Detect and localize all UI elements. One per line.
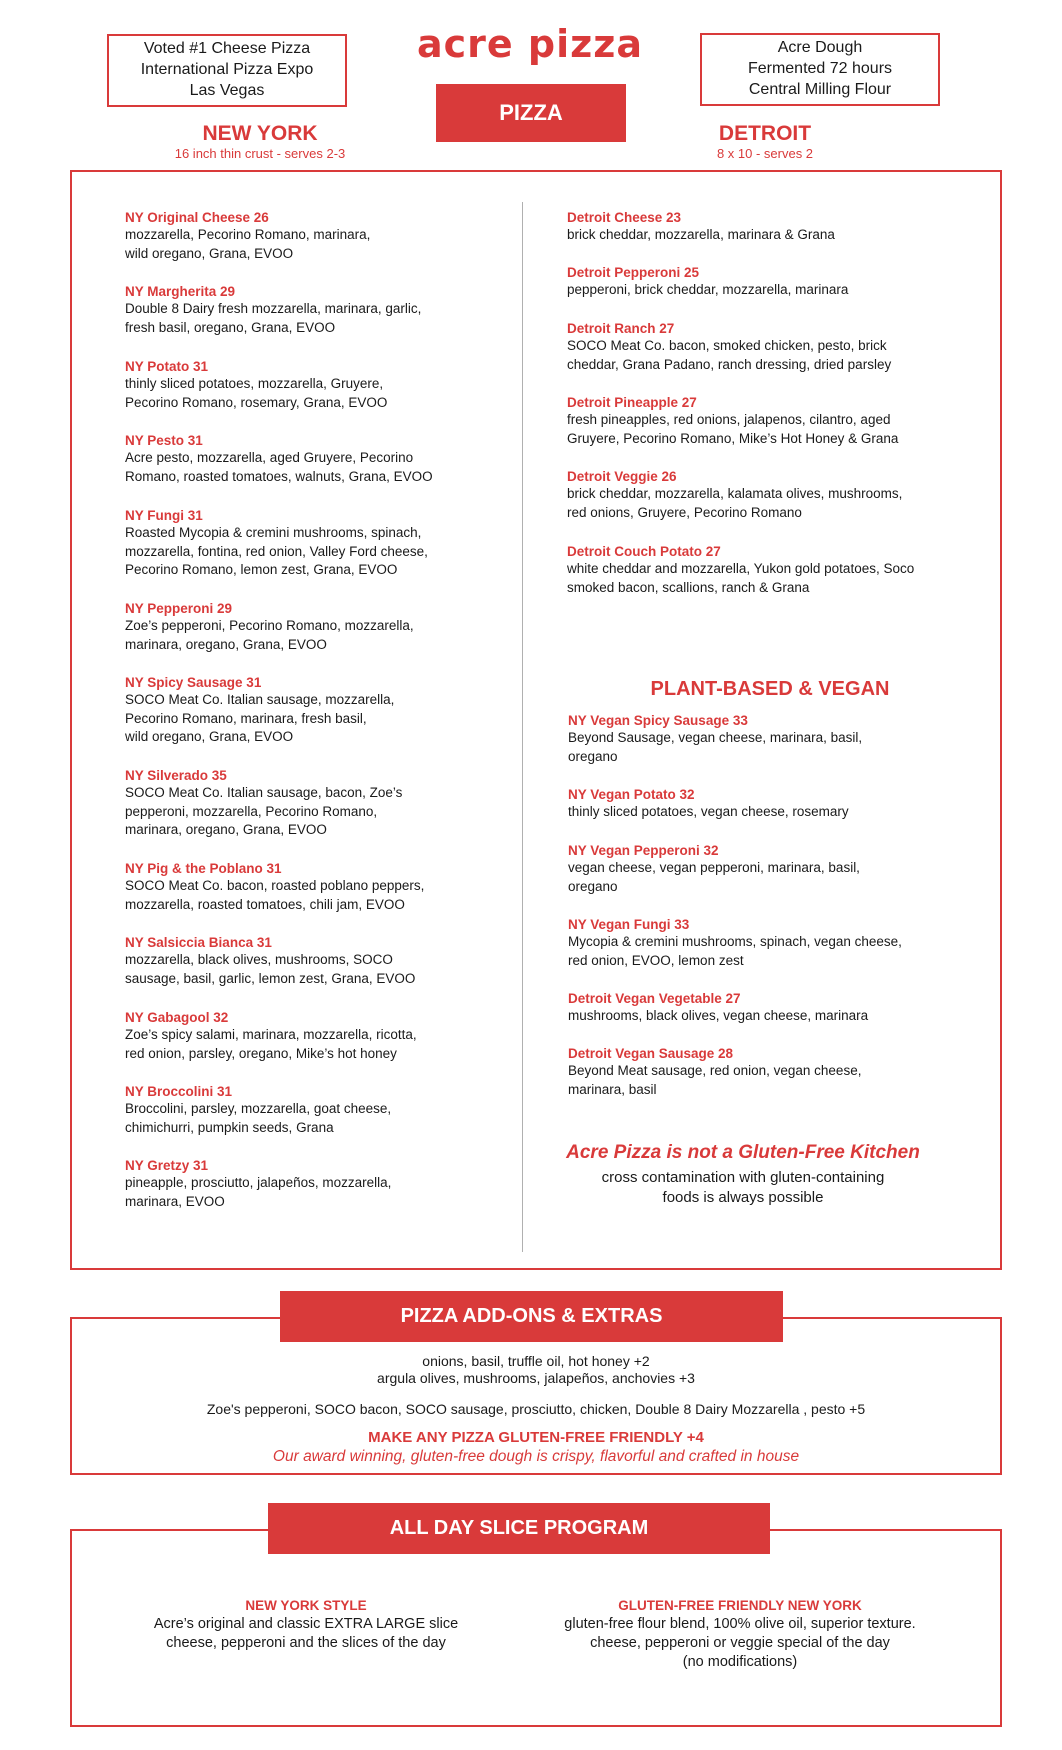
menu-item-title: NY Broccolini 31 xyxy=(125,1084,233,1099)
addons-line-1: onions, basil, truffle oil, hot honey +2 xyxy=(422,1353,650,1369)
menu-item-title: NY Vegan Spicy Sausage 33 xyxy=(568,713,748,728)
slice-gluten-free xyxy=(530,1597,950,1672)
menu-item-desc: SOCO Meat Co. Italian sausage, mozzarella, Pecorino Romano, marinara, fresh basil, wild oregano, Grana, EVOO xyxy=(125,692,395,744)
menu-item xyxy=(568,916,988,970)
new-york-header xyxy=(140,122,380,162)
slice-ny-style xyxy=(96,1597,516,1653)
menu-item-title: NY Vegan Fungi 33 xyxy=(568,917,690,932)
menu-item xyxy=(567,209,987,245)
detroit-header xyxy=(655,122,875,162)
award-line-3: Las Vegas xyxy=(189,82,265,99)
menu-item-title: Detroit Couch Potato 27 xyxy=(567,544,721,559)
menu-item xyxy=(125,934,525,988)
menu-item-desc: mushrooms, black olives, vegan cheese, marinara xyxy=(568,1008,869,1023)
dough-line-3: Central Milling Flour xyxy=(748,81,892,98)
menu-item-title: NY Silverado 35 xyxy=(125,768,227,783)
menu-item xyxy=(125,1157,525,1211)
slice-ny-desc: Acre’s original and classic EXTRA LARGE slice cheese, pepperoni and the slices of the day xyxy=(153,1616,459,1651)
menu-item-title: NY Margherita 29 xyxy=(125,284,236,299)
slice-gf-title: GLUTEN-FREE FRIENDLY NEW YORK xyxy=(618,1598,862,1613)
menu-item xyxy=(125,209,525,263)
menu-item-desc: Beyond Sausage, vegan cheese, marinara, basil, oregano xyxy=(568,730,863,764)
dough-line-1: Acre Dough xyxy=(777,39,863,56)
menu-item-title: NY Spicy Sausage 31 xyxy=(125,675,262,690)
menu-item-desc: SOCO Meat Co. Italian sausage, bacon, Zoe’s pepperoni, mozzarella, Pecorino Romano, marinara, oregano, Grana, EVOO xyxy=(125,785,403,837)
menu-item-title: NY Vegan Pepperoni 32 xyxy=(568,843,719,858)
menu-item-desc: brick cheddar, mozzarella, marinara & Grana xyxy=(567,227,835,242)
pizza-banner: PIZZA xyxy=(436,84,626,142)
menu-item xyxy=(567,543,987,597)
menu-item-title: NY Pesto 31 xyxy=(125,433,203,448)
menu-item-title: NY Vegan Potato 32 xyxy=(568,787,695,802)
menu-item-title: NY Potato 31 xyxy=(125,359,209,374)
menu-item xyxy=(567,264,987,300)
menu-item-desc: Broccolini, parsley, mozzarella, goat cheese, chimichurri, pumpkin seeds, Grana xyxy=(125,1101,392,1135)
menu-item-desc: thinly sliced potatoes, vegan cheese, rosemary xyxy=(568,804,849,819)
menu-item xyxy=(125,358,525,412)
menu-item-title: Detroit Vegan Sausage 28 xyxy=(568,1046,734,1061)
menu-item xyxy=(125,600,525,654)
dough-line-2: Fermented 72 hours xyxy=(747,60,893,77)
menu-item-title: NY Gretzy 31 xyxy=(125,1158,209,1173)
menu-item-title: NY Pig & the Poblano 31 xyxy=(125,861,282,876)
logo: acre pizza xyxy=(416,22,643,66)
menu-item-desc: pepperoni, brick cheddar, mozzarella, marinara xyxy=(567,282,849,297)
slice-gf-desc: gluten-free flour blend, 100% olive oil, superior texture. cheese, pepperoni or veggie special of the day (no modifications) xyxy=(564,1616,916,1670)
addons-banner: PIZZA ADD-ONS & EXTRAS xyxy=(280,1291,783,1342)
menu-item-desc: SOCO Meat Co. bacon, smoked chicken, pesto, brick cheddar, Grana Padano, ranch dressing, dried parsley xyxy=(567,338,892,372)
menu-item-desc: mozzarella, Pecorino Romano, marinara, wild oregano, Grana, EVOO xyxy=(125,227,371,261)
slice-ny-title: NEW YORK STYLE xyxy=(245,1598,367,1613)
menu-item-title: Detroit Cheese 23 xyxy=(567,210,682,225)
gluten-note xyxy=(548,1140,938,1208)
menu-item-desc: SOCO Meat Co. bacon, roasted poblano peppers, mozzarella, roasted tomatoes, chili jam, EVOO xyxy=(125,878,425,912)
menu-item xyxy=(568,786,988,822)
addons-line-3: Zoe's pepperoni, SOCO bacon, SOCO sausage, prosciutto, chicken, Double 8 Dairy Mozzarella , pesto +5 xyxy=(206,1401,866,1417)
menu-item xyxy=(125,507,525,580)
menu-item-desc: Mycopia & cremini mushrooms, spinach, vegan cheese, red onion, EVOO, lemon zest xyxy=(568,934,902,968)
menu-item-desc: Zoe’s spicy salami, marinara, mozzarella, ricotta, red onion, parsley, oregano, Mike’s hot honey xyxy=(125,1027,417,1061)
menu-item-desc: white cheddar and mozzarella, Yukon gold potatoes, Soco smoked bacon, scallions, ranch & Grana xyxy=(567,561,915,595)
menu-item-desc: Roasted Mycopia & cremini mushrooms, spinach, mozzarella, fontina, red onion, Valley Ford cheese, Pecorino Romano, lemon zest, Grana, EVOO xyxy=(125,525,428,577)
menu-item-desc: Acre pesto, mozzarella, aged Gruyere, Pecorino Romano, roasted tomatoes, walnuts, Grana, EVOO xyxy=(125,450,433,484)
menu-item xyxy=(567,320,987,374)
detroit-title: DETROIT xyxy=(718,122,812,145)
menu-item xyxy=(125,674,525,747)
menu-item xyxy=(568,1045,988,1099)
gluten-note-title: Acre Pizza is not a Gluten-Free Kitchen xyxy=(566,1142,920,1163)
menu-item xyxy=(567,394,987,448)
menu-item xyxy=(125,767,525,840)
menu-item-title: Detroit Pineapple 27 xyxy=(567,395,697,410)
menu-item-title: NY Fungi 31 xyxy=(125,508,203,523)
menu-item-title: NY Original Cheese 26 xyxy=(125,210,269,225)
menu-item xyxy=(567,468,987,522)
menu-item-desc: fresh pineapples, red onions, jalapenos, cilantro, aged Gruyere, Pecorino Romano, Mike’s Hot Honey & Grana xyxy=(567,412,899,446)
gluten-note-desc: cross contamination with gluten-containing foods is always possible xyxy=(601,1169,885,1206)
menu-item-title: Detroit Pepperoni 25 xyxy=(567,265,700,280)
vegan-section-title: PLANT-BASED & VEGAN xyxy=(650,678,890,700)
award-badge xyxy=(107,34,347,107)
addons-line-2: argula olives, mushrooms, jalapeños, anchovies +3 xyxy=(377,1370,695,1386)
menu-item-desc: Beyond Meat sausage, red onion, vegan cheese, marinara, basil xyxy=(568,1063,862,1097)
menu-item-desc: vegan cheese, vegan pepperoni, marinara, basil, oregano xyxy=(568,860,860,894)
slice-banner: ALL DAY SLICE PROGRAM xyxy=(268,1503,770,1554)
detroit-subtitle: 8 x 10 - serves 2 xyxy=(716,146,814,161)
menu-item-title: Detroit Veggie 26 xyxy=(567,469,677,484)
menu-item xyxy=(125,1009,525,1063)
menu-item-desc: pineapple, prosciutto, jalapeños, mozzarella, marinara, EVOO xyxy=(125,1175,392,1209)
new-york-title: NEW YORK xyxy=(202,122,318,145)
menu-item xyxy=(568,990,988,1026)
menu-item-title: NY Salsiccia Bianca 31 xyxy=(125,935,272,950)
menu-item xyxy=(125,860,525,914)
gluten-free-upgrade-title: MAKE ANY PIZZA GLUTEN-FREE FRIENDLY +4 xyxy=(368,1429,704,1446)
menu-item-title: Detroit Ranch 27 xyxy=(567,321,675,336)
menu-item xyxy=(568,842,988,896)
menu-item-title: NY Gabagool 32 xyxy=(125,1010,229,1025)
dough-badge xyxy=(700,33,940,106)
menu-item xyxy=(125,283,525,337)
menu-item-desc: mozzarella, black olives, mushrooms, SOCO sausage, basil, garlic, lemon zest, Grana, EVOO xyxy=(125,952,416,986)
new-york-subtitle: 16 inch thin crust - serves 2-3 xyxy=(174,146,346,161)
menu-item-desc: Zoe’s pepperoni, Pecorino Romano, mozzarella, marinara, oregano, Grana, EVOO xyxy=(125,618,414,652)
award-line-2: International Pizza Expo xyxy=(140,61,314,78)
menu-item xyxy=(568,712,988,766)
award-line-1: Voted #1 Cheese Pizza xyxy=(143,40,311,57)
gluten-free-upgrade-desc: Our award winning, gluten-free dough is crispy, flavorful and crafted in house xyxy=(272,1448,800,1465)
menu-item-desc: thinly sliced potatoes, mozzarella, Gruyere, Pecorino Romano, rosemary, Grana, EVOO xyxy=(125,376,388,410)
menu-item-title: NY Pepperoni 29 xyxy=(125,601,233,616)
menu-item xyxy=(125,432,525,486)
menu-item-title: Detroit Vegan Vegetable 27 xyxy=(568,991,741,1006)
menu-item xyxy=(125,1083,525,1137)
menu-item-desc: brick cheddar, mozzarella, kalamata olives, mushrooms, red onions, Gruyere, Pecorino Romano xyxy=(567,486,903,520)
menu-item-desc: Double 8 Dairy fresh mozzarella, marinara, garlic, fresh basil, oregano, Grana, EVOO xyxy=(125,301,422,335)
